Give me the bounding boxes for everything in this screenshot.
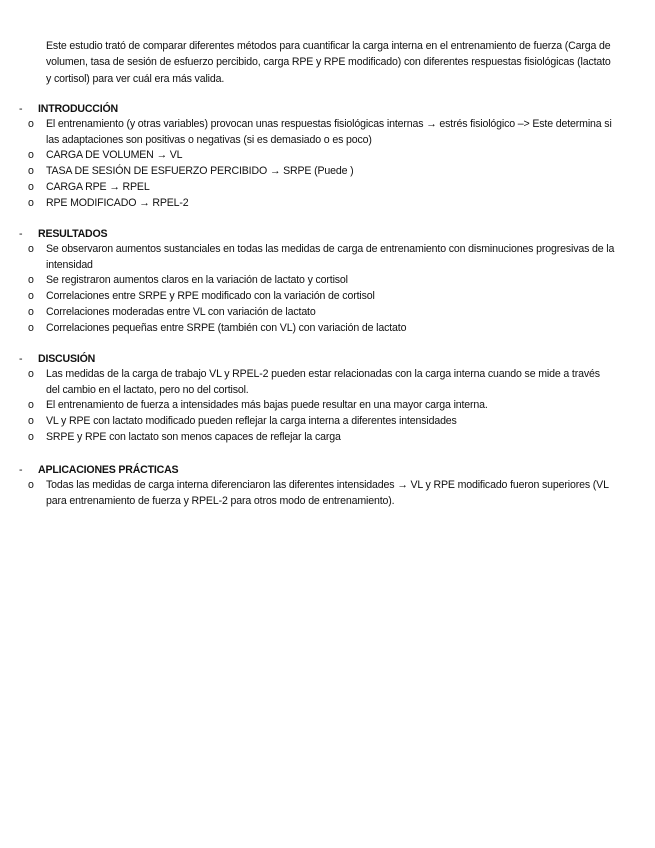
bullet-icon: o — [28, 180, 34, 193]
list-item-text: Las medidas de la carga de trabajo VL y RPEL-2 pueden estar relacionadas con la carga interna cuando se mide a través del cambio en el lactato, pero no del cortisol. — [46, 368, 600, 396]
section-heading — [0, 462, 655, 478]
list-item-text: Correlaciones entre SRPE y RPE modificado con la variación de cortisol — [46, 290, 375, 303]
bullet-icon: o — [28, 149, 34, 162]
list-item-text: SRPE y RPE con lactato son menos capaces de reflejar la carga — [46, 430, 341, 443]
bullet-icon: o — [28, 479, 34, 491]
intro-paragraph: Este estudio trató de comparar diferentes métodos para cuantificar la carga interna en el entrenamiento de fuerza (Carga de volumen, tasa de sesión de esfuerzo percibido, carga RPE y RPE modificado) con diferentes respuestas fisiológicas (lactato y cortisol) para ver cuál era más valida. — [46, 40, 611, 85]
list-item-text: Correlaciones moderadas entre VL con variación de lactato — [46, 305, 316, 318]
section-discusion — [0, 351, 655, 446]
section-resultados — [0, 226, 655, 336]
bullet-list — [0, 478, 655, 509]
section-heading — [0, 351, 655, 367]
bullet-icon: o — [28, 290, 34, 303]
list-item — [0, 367, 616, 398]
list-item — [0, 273, 616, 289]
list-item — [0, 180, 616, 196]
heading-dash: - — [19, 103, 23, 115]
list-item — [0, 242, 616, 273]
heading-text: INTRODUCCIÓN — [38, 103, 118, 115]
heading-text: RESULTADOS — [38, 228, 108, 240]
list-item-text: TASA DE SESIÓN DE ESFUERZO PERCIBIDO → SRPE (Puede ) — [46, 165, 354, 178]
list-item-text: RPE MODIFICADO → RPEL-2 — [46, 196, 189, 209]
list-item — [0, 164, 616, 180]
list-item — [0, 148, 616, 164]
bullet-icon: o — [28, 243, 34, 255]
list-item-text: El entrenamiento de fuerza a intensidades más bajas puede resultar en una mayor carga interna. — [46, 399, 488, 412]
list-item-text: Todas las medidas de carga interna diferenciaron las diferentes intensidades → VL y RPE modificado fueron superiores (VL para entrenamiento de fuerza y RPEL-2 para otros modo de entrenamiento). — [46, 479, 609, 507]
list-item-text: Correlaciones pequeñas entre SRPE (también con VL) con variación de lactato — [46, 321, 407, 334]
section-aplicaciones-practicas — [0, 462, 655, 509]
section-heading — [0, 226, 655, 242]
list-item — [0, 117, 616, 148]
bullet-icon: o — [28, 118, 34, 130]
list-item — [0, 321, 616, 337]
section-heading — [0, 101, 655, 117]
list-item — [0, 289, 616, 305]
list-item — [0, 305, 616, 321]
list-item-text: El entrenamiento (y otras variables) provocan unas respuestas fisiológicas internas → estrés fisiológico –> Este determina si las adaptaciones son positivas o negativas (si es demasiado o es poco) — [46, 118, 612, 146]
bullet-icon: o — [28, 274, 34, 287]
list-item-text: Se observaron aumentos sustanciales en todas las medidas de carga de entrenamiento con disminuciones progresivas de la intensidad — [46, 243, 615, 271]
bullet-icon: o — [28, 321, 34, 334]
bullet-icon: o — [28, 399, 34, 412]
bullet-icon: o — [28, 368, 34, 380]
bullet-icon: o — [28, 430, 34, 443]
bullet-icon: o — [28, 165, 34, 178]
bullet-list — [0, 367, 655, 446]
list-item-text: CARGA DE VOLUMEN → VL — [46, 149, 183, 162]
heading-text: DISCUSIÓN — [38, 353, 96, 365]
bullet-icon: o — [28, 305, 34, 318]
list-item — [0, 414, 616, 430]
bullet-icon: o — [28, 196, 34, 209]
section-introduccion — [0, 101, 655, 211]
list-item — [0, 478, 616, 509]
heading-dash: - — [19, 464, 23, 476]
bullet-list — [0, 242, 655, 336]
heading-text: APLICACIONES PRÁCTICAS — [38, 464, 179, 476]
heading-dash: - — [19, 353, 23, 365]
list-item-text: VL y RPE con lactato modificado pueden reflejar la carga interna a diferentes intensidades — [46, 415, 457, 428]
list-item-text: CARGA RPE → RPEL — [46, 180, 150, 193]
list-item — [0, 196, 616, 212]
list-item-text: Se registraron aumentos claros en la variación de lactato y cortisol — [46, 274, 348, 287]
heading-dash: - — [19, 228, 23, 240]
bullet-list — [0, 117, 655, 211]
list-item — [0, 430, 616, 446]
list-item — [0, 398, 616, 414]
bullet-icon: o — [28, 415, 34, 428]
